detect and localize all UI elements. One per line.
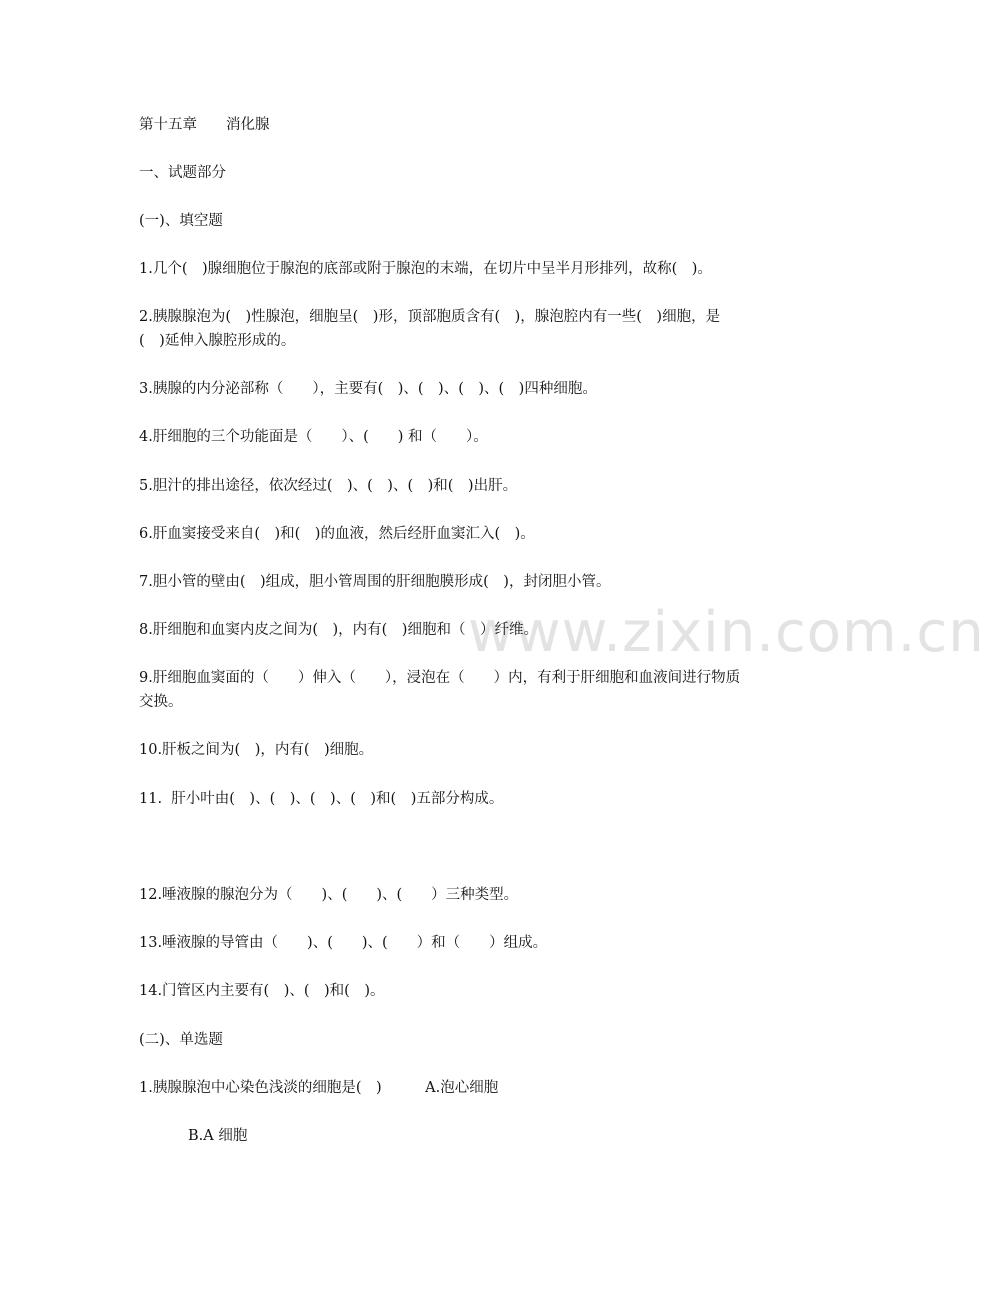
- choice-question-1: 1.胰腺腺泡中心染色浅淡的细胞是( ) A.泡心细胞: [139, 1080, 499, 1096]
- question-3: 3.胰腺的内分泌部称（ ），主要有( )、( )、( )、( )四种细胞。: [139, 381, 597, 397]
- question-1: 1.几个( )腺细胞位于腺泡的底部或附于腺泡的末端，在切片中呈半月形排列，故称( )。: [139, 261, 712, 277]
- question-9-line-2: 交换。: [139, 694, 183, 710]
- question-11: 11. 肝小叶由( )、( )、( )、( )和( )五部分构成。: [139, 791, 504, 807]
- single-choice-heading: (二)、单选题: [139, 1032, 223, 1048]
- question-2-line-1: 2.胰腺腺泡为( )性腺泡，细胞呈( )形，顶部胞质含有( )，腺泡腔内有一些( )细胞，是: [139, 309, 721, 325]
- chapter-title: 第十五章 消化腺: [139, 117, 270, 133]
- choice-option-b: B.A 细胞: [188, 1128, 248, 1144]
- watermark: www.zixin.com.cn: [468, 600, 985, 665]
- question-4: 4.肝细胞的三个功能面是（ ）、( ) 和（ ）。: [139, 429, 488, 445]
- question-5: 5.胆汁的排出途径，依次经过( )、( )、( )和( )出肝。: [139, 478, 518, 494]
- question-2-line-2: ( )延伸入腺腔形成的。: [139, 333, 296, 349]
- question-6: 6.肝血窦接受来自( )和( )的血液，然后经肝血窦汇入( )。: [139, 526, 535, 542]
- question-14: 14.门管区内主要有( )、( )和( )。: [139, 983, 385, 999]
- question-9-line-1: 9.肝细胞血窦面的（ ）伸入（ ），浸泡在（ ）内，有利于肝细胞和血液间进行物质: [139, 670, 741, 686]
- question-10: 10.肝板之间为( )，内有( )细胞。: [139, 742, 374, 758]
- question-13: 13.唾液腺的导管由（ )、( )、( ）和（ ）组成。: [139, 935, 548, 951]
- question-8: 8.肝细胞和血窦内皮之间为( )，内有( )细胞和（ ）纤维。: [139, 622, 538, 638]
- question-12: 12.唾液腺的腺泡分为（ )、( )、( ）三种类型。: [139, 887, 519, 903]
- question-7: 7.胆小管的壁由( )组成，胆小管周围的肝细胞膜形成( )，封闭胆小管。: [139, 574, 611, 590]
- section-title: 一、试题部分: [139, 165, 226, 181]
- fill-blank-heading: (一)、填空题: [139, 213, 223, 229]
